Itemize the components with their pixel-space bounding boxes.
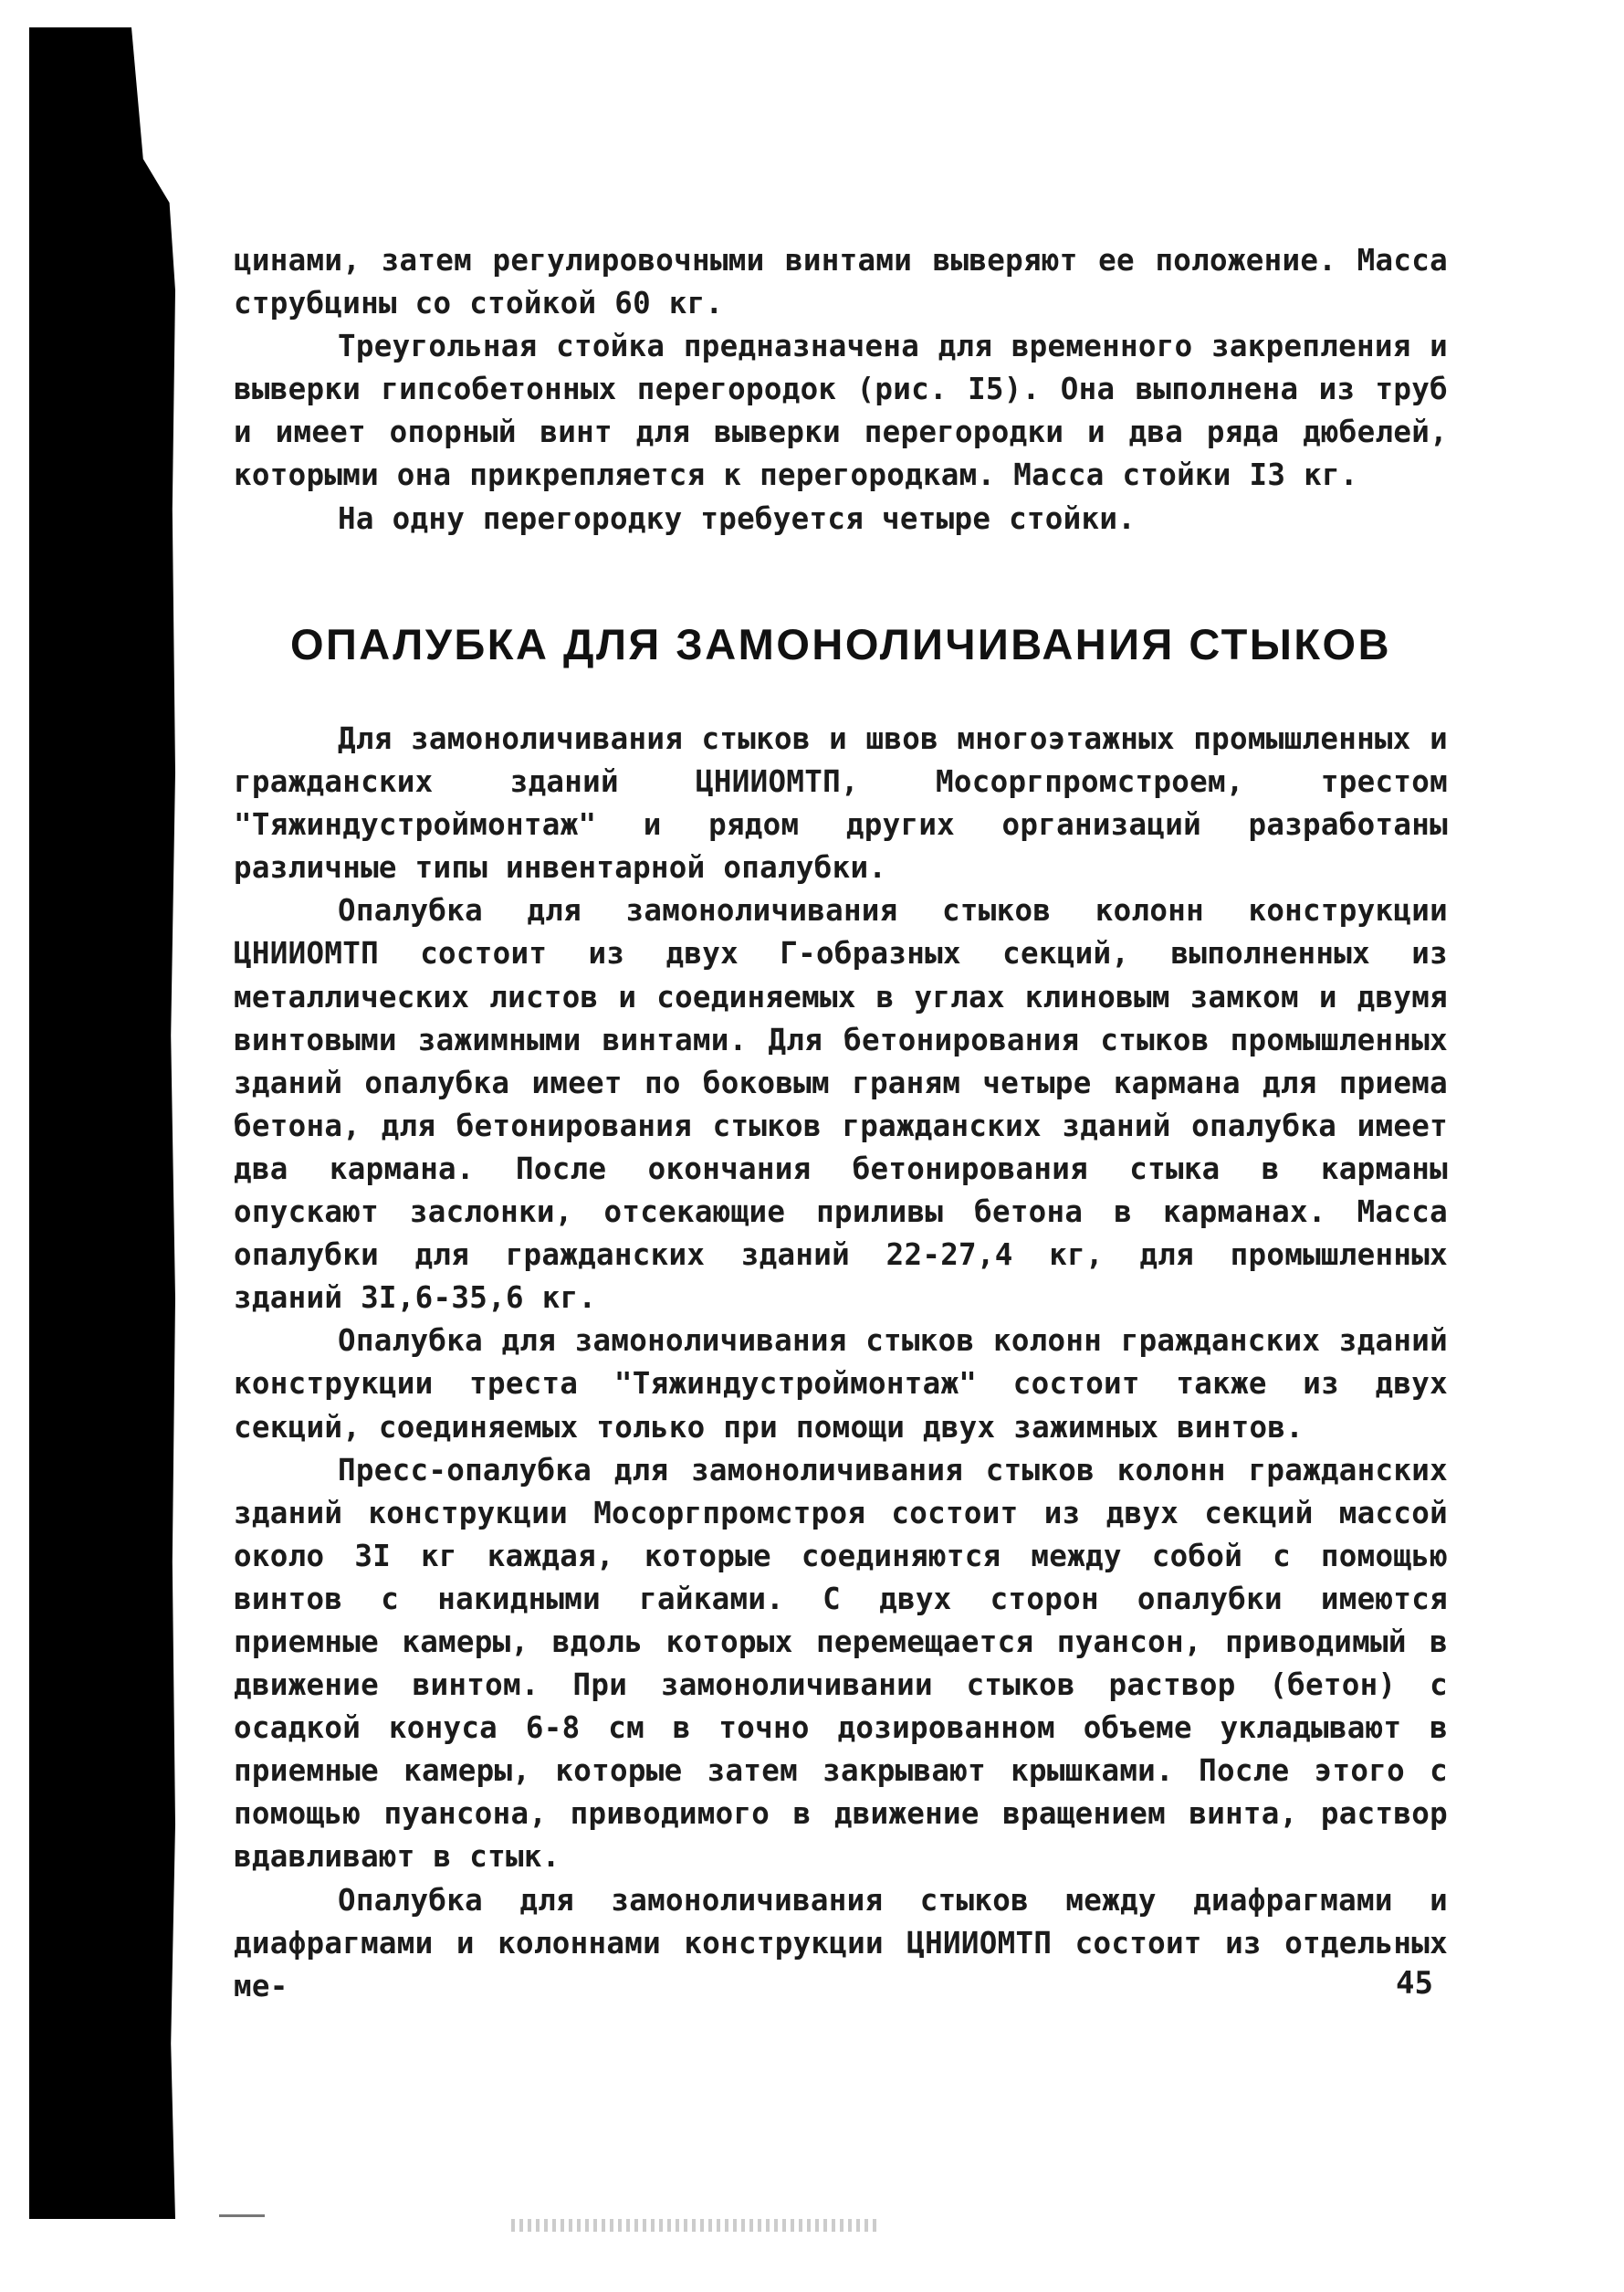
scan-binding-shadow: [29, 27, 175, 2219]
section-heading: ОПАЛУБКА ДЛЯ ЗАМОНОЛИЧИВАНИЯ СТЫКОВ: [289, 620, 1392, 668]
paragraph: Треугольная стойка предназначена для временного закрепления и выверки гипсобетонных перегородок (рис. I5). Она выполнена из труб и имеет опорный винт для выверки перегородки и два ряда дюбелей, которыми она прикрепляется к перегородкам. Масса стойки I3 кг.: [234, 329, 1448, 493]
body-text-main: [234, 718, 1448, 2008]
page-number: 45: [1396, 1965, 1433, 2002]
paragraph: Опалубка для замоноличивания стыков между диафрагмами и диафрагмами и колоннами конструкции ЦНИИОМТП состоит из отдельных ме-: [234, 1882, 1448, 2003]
paragraph: цинами, затем регулировочными винтами выверяют ее положение. Масса струбцины со стойкой 60 кг.: [234, 243, 1448, 321]
paragraph: Для замоноличивания стыков и швов многоэтажных промышленных и гражданских зданий ЦНИИОМТП, Мосоргпромстроем, трестом "Тяжиндустроймонтаж" и рядом других организаций разработаны различные типы инвентарной опалубки.: [234, 721, 1448, 886]
paragraph: Опалубка для замоноличивания стыков колонн гражданских зданий конструкции треста "Тяжиндустроймонтаж" состоит также из двух секций, соединяемых только при помощи двух зажимных винтов.: [234, 1323, 1448, 1445]
paragraph: Пресс-опалубка для замоноличивания стыков колонн гражданских зданий конструкции Мосоргпромстроя состоит из двух секций массой около 3I кг каждая, которые соединяются между собой с помощью винтов с накидными гайками. С двух сторон опалубки имеются приемные камеры, вдоль которых перемещается пуансон, приводимый в движение винтом. При замоноличивании стыков раствор (бетон) с осадкой конуса 6-8 см в точно дозированном объеме укладывают в приемные камеры, которые затем закрывают крышками. После этого с помощью пуансона, приводимого в движение вращением винта, раствор вдавливают в стык.: [234, 1452, 1448, 1875]
body-text-top: [234, 239, 1448, 541]
scan-noise: [511, 2219, 876, 2232]
paragraph: На одну перегородку требуется четыре стойки.: [338, 500, 1137, 536]
paragraph: Опалубка для замоноличивания стыков колонн конструкции ЦНИИОМТП состоит из двух Г-образных секций, выполненных из металлических листов и соединяемых в углах клиновым замком и двумя винтовыми зажимными винтами. Для бетонирования стыков промышленных зданий опалубка имеет по боковым граням четыре кармана для приема бетона, для бетонирования стыков гражданских зданий опалубка имеет два кармана. После окончания бетонирования стыка в карманы опускают заслонки, отсекающие приливы бетона в карманах. Масса опалубки для гражданских зданий 22-27,4 кг, для промышленных зданий 3I,6-35,6 кг.: [234, 893, 1448, 1316]
scan-speck: [219, 2214, 265, 2217]
